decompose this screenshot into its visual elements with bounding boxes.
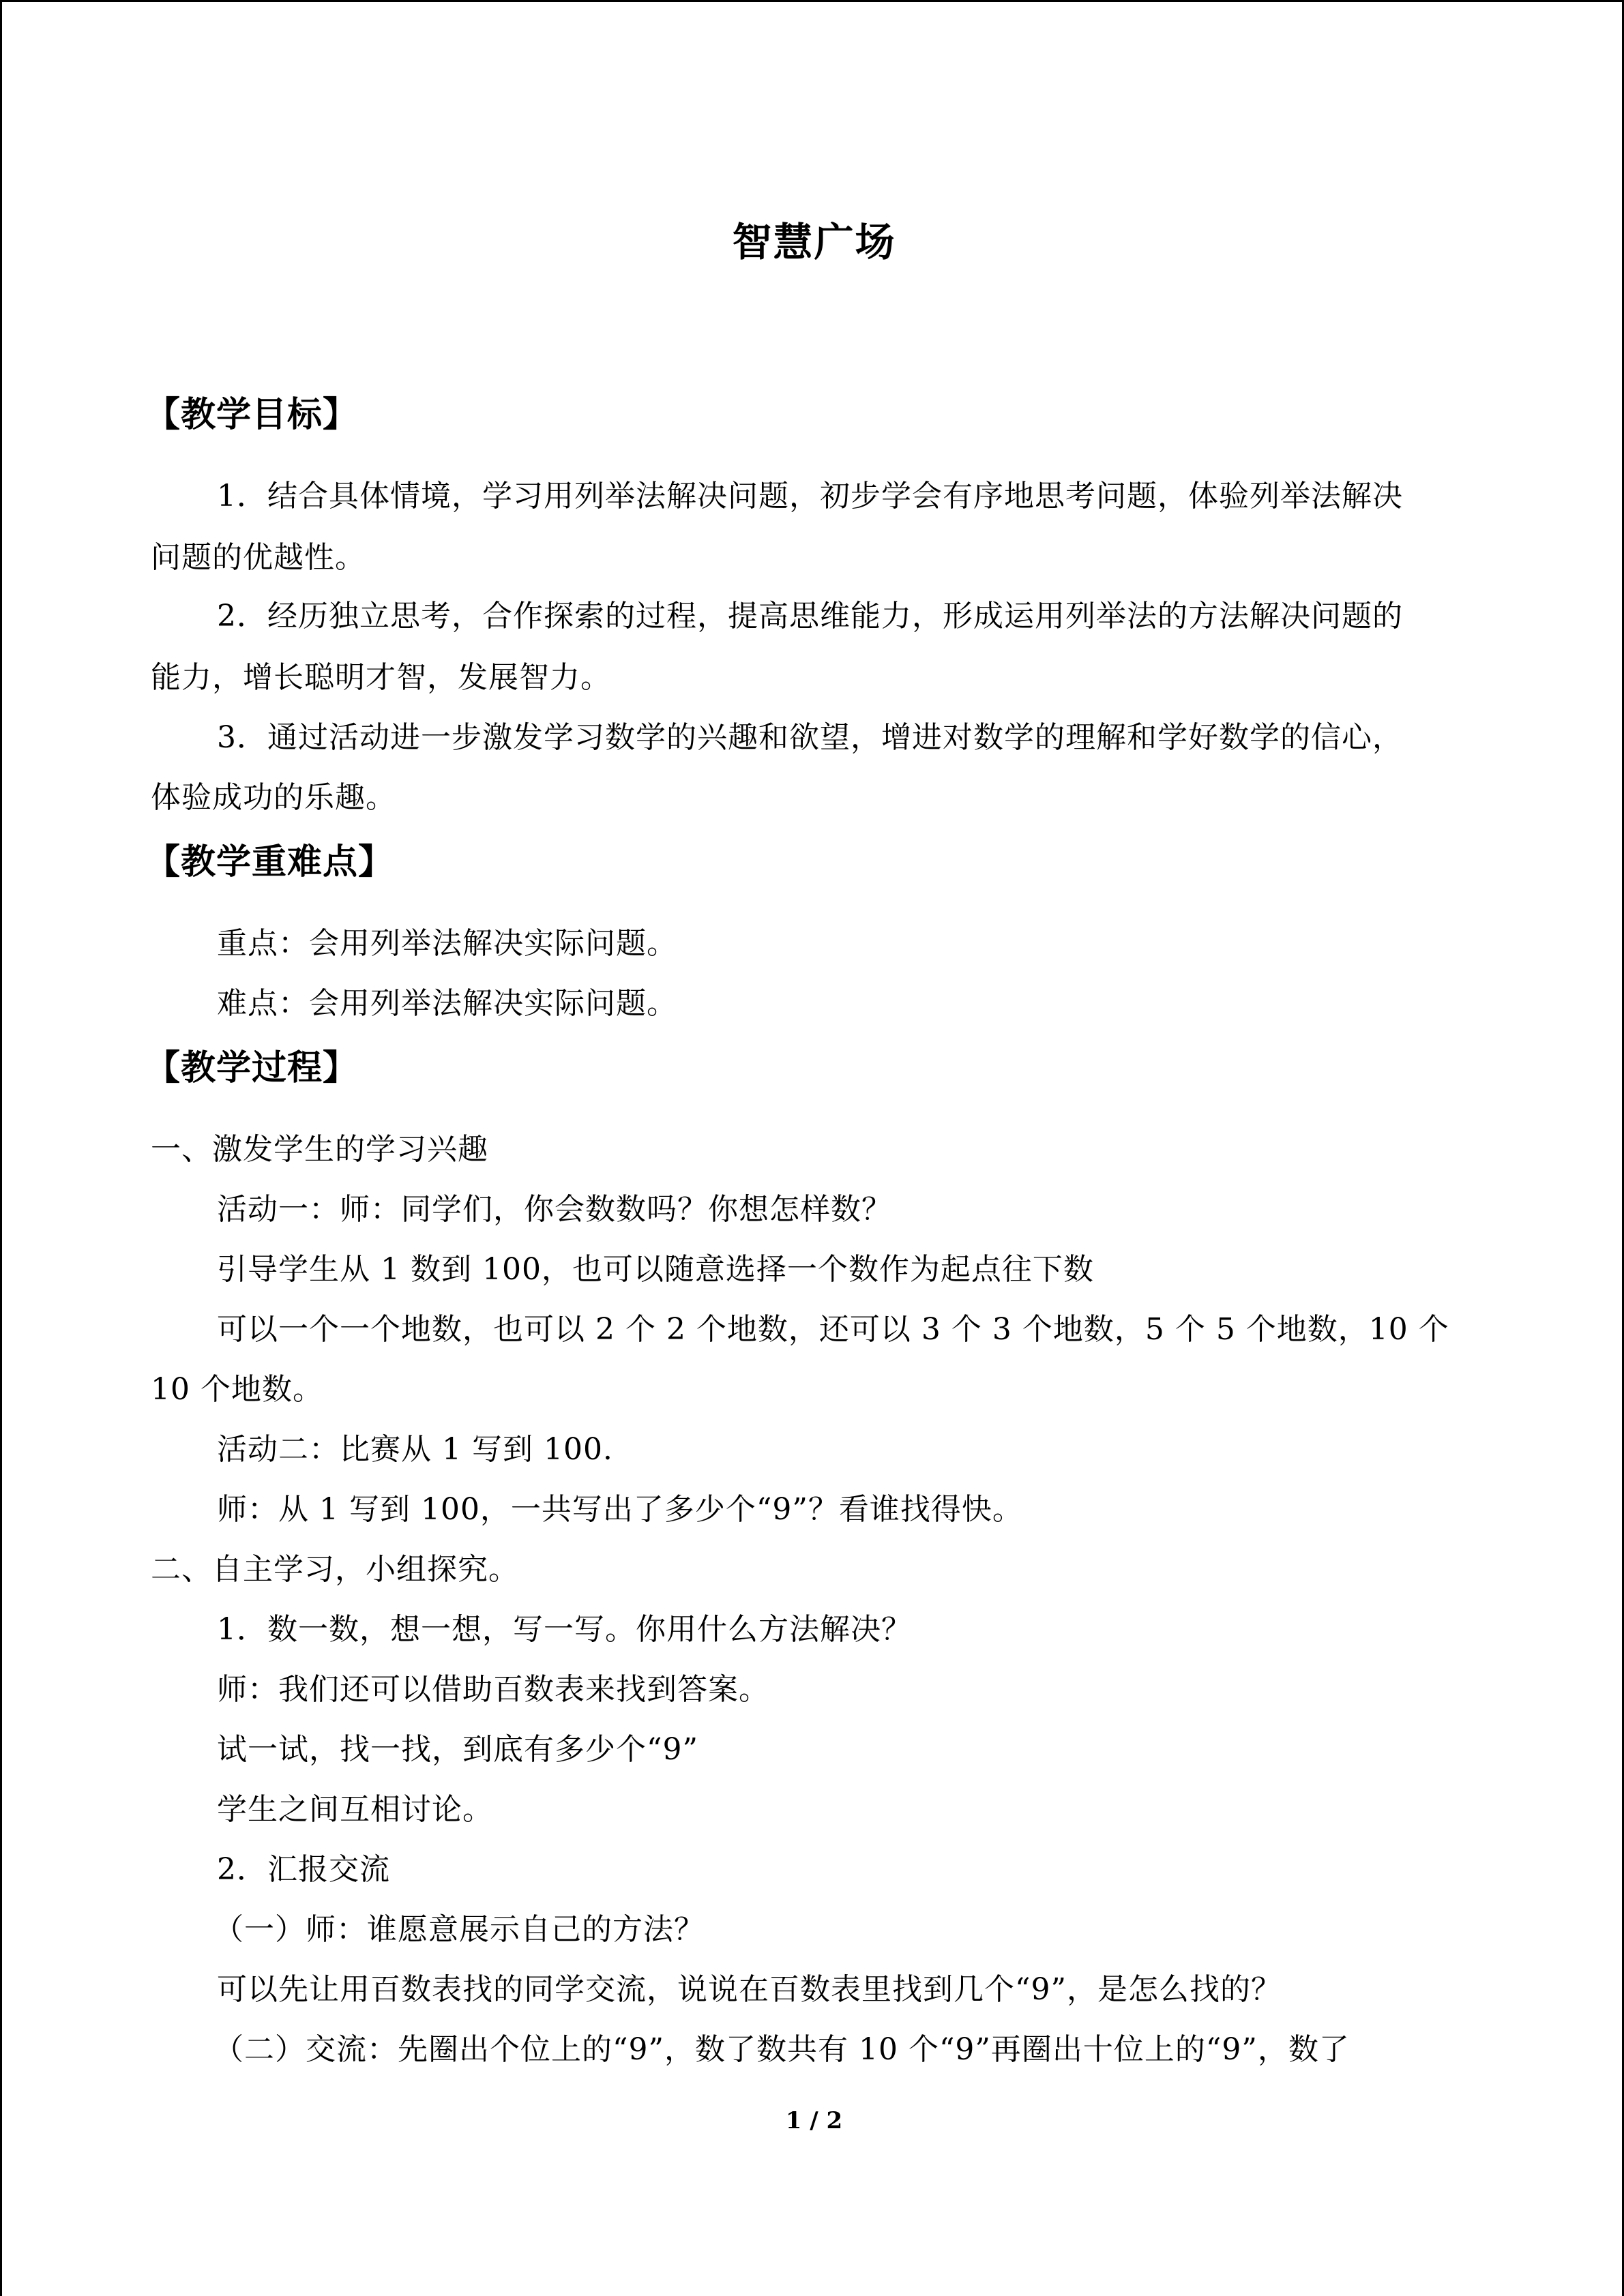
goal-1-line-1: 1．结合具体情境，学习用列举法解决问题，初步学会有序地思考问题，体验列举法解决 (217, 479, 1403, 513)
sub-step-1-detail: 可以先让用百数表找的同学交流，说说在百数表里找到几个“9”，是怎么找的？ (217, 1972, 1282, 2007)
key-point-difficult: 难点：会用列举法解决实际问题。 (217, 986, 677, 1021)
count-line-2: 10 个地数。 (151, 1372, 323, 1407)
goal-1-line-2: 问题的优越性。 (151, 540, 366, 575)
goal-3-line-1: 3．通过活动进一步激发学习数学的兴趣和欲望，增进对数学的理解和学好数学的信心， (217, 720, 1403, 755)
goal-2-line-2: 能力，增长聪明才智，发展智力。 (151, 660, 611, 695)
page-number: 1 / 2 (785, 2107, 843, 2134)
section-1-title: 一、激发学生的学习兴趣 (151, 1132, 488, 1167)
key-point-important: 重点：会用列举法解决实际问题。 (217, 926, 677, 961)
discuss: 学生之间互相讨论。 (217, 1792, 493, 1827)
goal-2-line-1: 2．经历独立思考，合作探索的过程，提高思维能力，形成运用列举法的方法解决问题的 (217, 599, 1403, 633)
teacher-table-hint: 师：我们还可以借助百数表来找到答案。 (217, 1672, 769, 1707)
section-2-title: 二、自主学习，小组探究。 (151, 1552, 519, 1587)
activity-1: 活动一：师：同学们，你会数数吗？你想怎样数？ (217, 1192, 892, 1227)
page-title: 智慧广场 (732, 219, 896, 265)
heading-goals: 【教学目标】 (145, 394, 359, 435)
try-find: 试一试，找一找，到底有多少个“9” (217, 1732, 698, 1767)
sub-step-2: （二）交流：先圈出个位上的“9”，数了数共有 10 个“9”再圈出十位上的“9”，数了 (213, 2032, 1350, 2067)
step-1: 1．数一数，想一想，写一写。你用什么方法解决？ (217, 1612, 912, 1647)
heading-key-points: 【教学重难点】 (145, 841, 394, 882)
step-2: 2．汇报交流 (217, 1852, 390, 1887)
guide-text: 引导学生从 1 数到 100，也可以随意选择一个数作为起点往下数 (217, 1252, 1094, 1287)
goal-3-line-2: 体验成功的乐趣。 (151, 780, 396, 815)
count-line-1: 可以一个一个地数，也可以 2 个 2 个地数，还可以 3 个 3 个地数，5 个 5 个地数，10 个 (217, 1312, 1449, 1347)
heading-process: 【教学过程】 (145, 1047, 359, 1088)
sub-step-1: （一）师：谁愿意展示自己的方法？ (213, 1912, 705, 1947)
teacher-question: 师：从 1 写到 100，一共写出了多少个“9”？看谁找得快。 (217, 1492, 1023, 1527)
activity-2: 活动二：比赛从 1 写到 100. (217, 1432, 613, 1467)
